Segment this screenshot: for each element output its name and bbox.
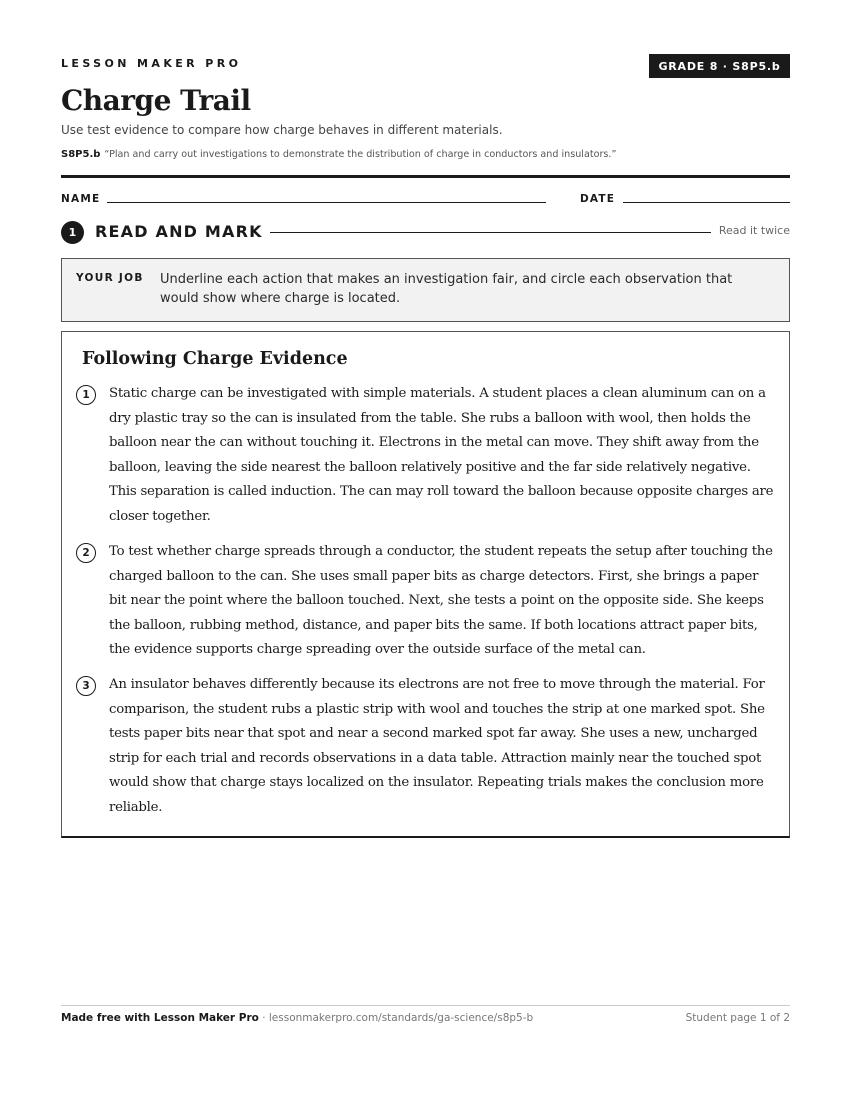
paragraph-1[interactable]: Static charge can be investigated with simple materials. A student places a clean aluminum can on a dry plastic tray so the can is insulated from the table. She rubs a balloon with wool, then holds the balloon near the can without touching it. Electrons in the metal can move. They shift away from the balloon, leaving the side nearest the balloon relatively positive and the far side relatively negative. This separation is called induction. The can may roll toward the balloon because opposite charges are closer together. [109,386,774,524]
your-job-text: Underline each action that makes an investigation fair, and circle each observation that would show where charge is located. [160,272,733,306]
page-subtitle: Use test evidence to compare how charge behaves in different materials. [61,123,503,137]
standard-statement [61,149,616,160]
grade-badge: GRADE 8 · S8P5.b [649,54,790,78]
header-divider [61,175,790,178]
date-label: DATE [580,193,616,205]
section-note: Read it twice [718,224,790,237]
section-title: READ AND MARK [95,222,263,241]
paragraph-number: 3 [76,676,96,696]
name-label: NAME [61,193,101,205]
your-job-box [61,258,790,322]
section-number-badge: 1 [61,221,84,244]
footer-made-with: Made free with Lesson Maker Pro [61,1012,259,1024]
date-field[interactable] [623,202,790,203]
paragraph-number: 2 [76,543,96,563]
section-divider [270,232,711,233]
footer-credit [61,1012,533,1024]
paragraph-2[interactable]: To test whether charge spreads through a conductor, the student repeats the setup after touching the charged balloon to the can. She uses small paper bits as charge detectors. First, she brings a paper bit near the point where the balloon touched. Next, she tests a point on the opposite side. She keeps the balloon, rubbing method, distance, and paper bits the same. If both locations attract paper bits, the evidence supports charge spreading over the outside surface of the metal can. [109,544,773,658]
footer-page-number: Student page 1 of 2 [685,1012,790,1024]
paragraph-3[interactable]: An insulator behaves differently because its electrons are not free to move through the material. For comparison, the student rubs a plastic strip with wool and touches the strip at one marked spot. She tests paper bits near that spot and near a second marked spot far away. She uses a new, uncharged strip for each trial and records observations in a data table. Attraction mainly near the touched spot would show that charge stays localized on the insulator. Repeating trials makes the conclusion more reliable. [109,677,765,815]
paragraph-number: 1 [76,385,96,405]
worksheet-page [61,0,790,1100]
footer-divider [61,1005,790,1006]
your-job-label: YOUR JOB [76,272,144,284]
reading-title: Following Charge Evidence [82,349,348,369]
brand-name: LESSON MAKER PRO [61,57,242,70]
reading-passage-box [61,331,790,838]
standard-code: S8P5.b [61,149,101,160]
name-field[interactable] [107,202,546,203]
page-title: Charge Trail [61,84,251,117]
standard-text: “Plan and carry out investigations to demonstrate the distribution of charge in conductors and insulators.” [104,149,617,160]
footer-url[interactable]: · lessonmakerpro.com/standards/ga-science/s8p5-b [258,1012,534,1024]
